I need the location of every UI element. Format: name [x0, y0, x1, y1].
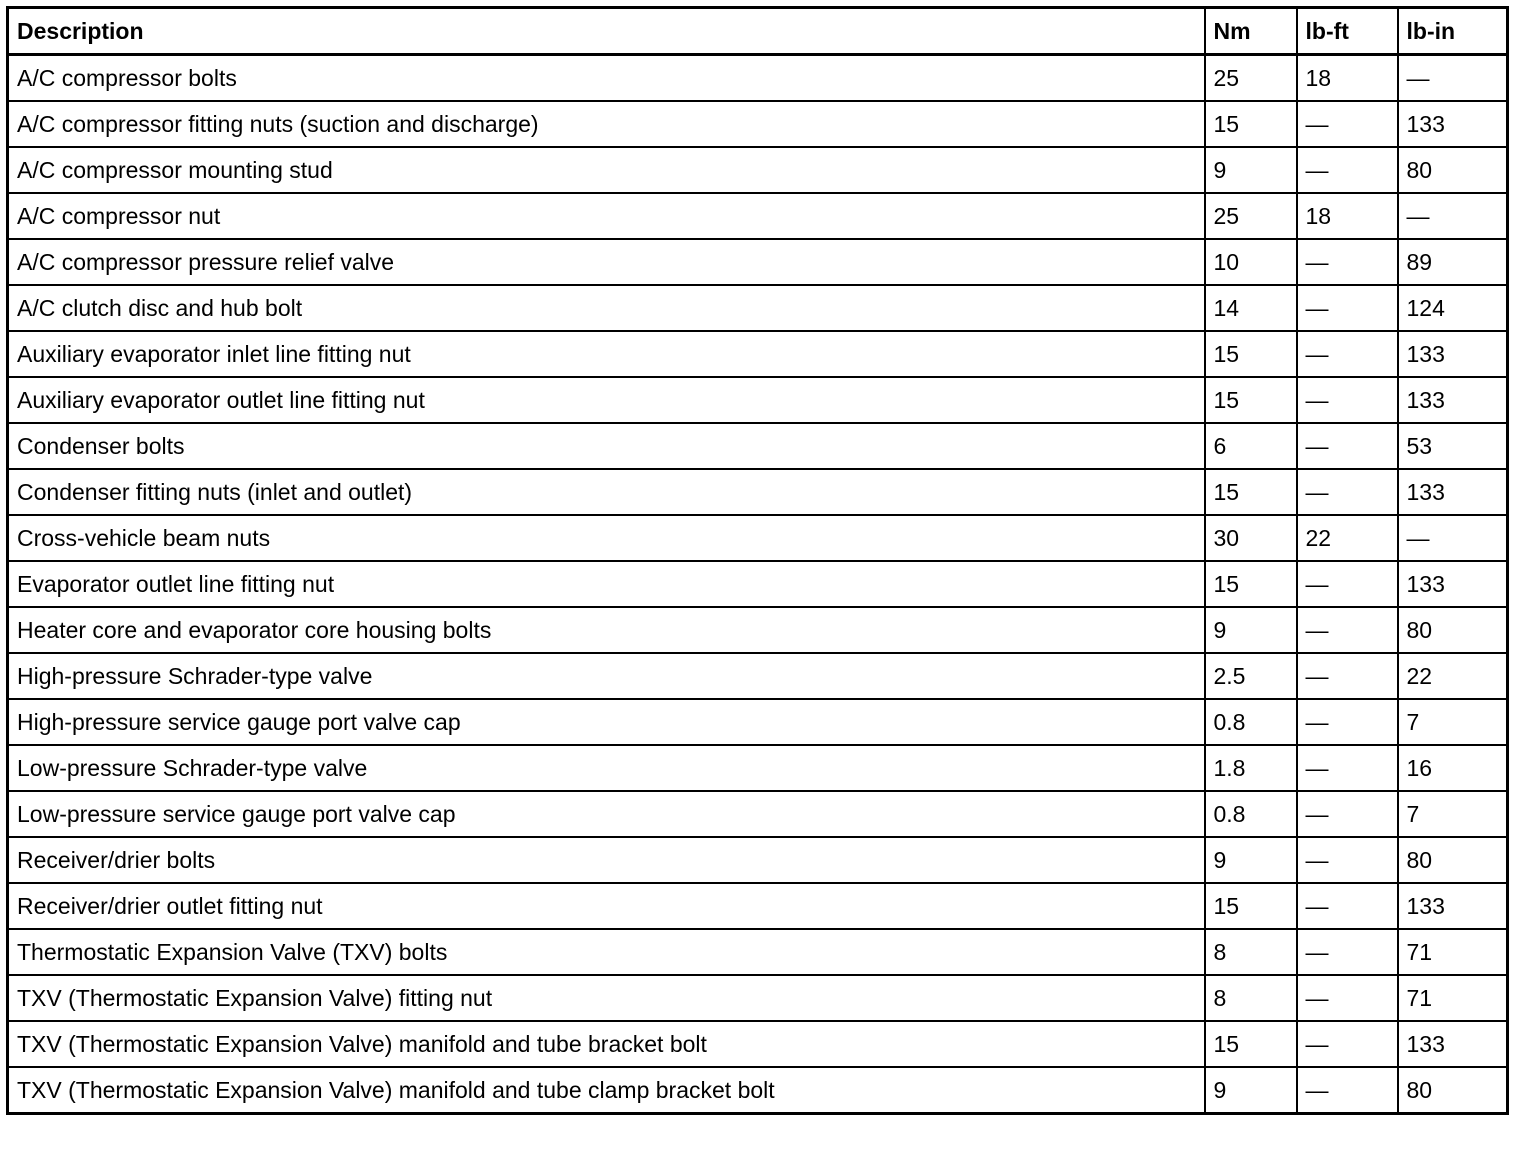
cell-lb-in: 16: [1398, 745, 1508, 791]
cell-lb-ft: 22: [1297, 515, 1398, 561]
cell-lb-ft: —: [1297, 699, 1398, 745]
cell-nm: 25: [1205, 193, 1297, 239]
cell-lb-in: 80: [1398, 147, 1508, 193]
cell-lb-in: 133: [1398, 561, 1508, 607]
cell-nm: 1.8: [1205, 745, 1297, 791]
cell-nm: 10: [1205, 239, 1297, 285]
cell-description: Low-pressure service gauge port valve cap: [8, 791, 1205, 837]
cell-lb-in: —: [1398, 193, 1508, 239]
table-row: [8, 607, 1508, 653]
table-row: [8, 745, 1508, 791]
cell-lb-in: 71: [1398, 975, 1508, 1021]
cell-description: Receiver/drier outlet fitting nut: [8, 883, 1205, 929]
cell-lb-ft: —: [1297, 653, 1398, 699]
cell-lb-ft: 18: [1297, 55, 1398, 102]
cell-lb-in: 133: [1398, 331, 1508, 377]
torque-spec-table: [6, 6, 1509, 1115]
cell-lb-in: 124: [1398, 285, 1508, 331]
table-row: [8, 1021, 1508, 1067]
cell-nm: 30: [1205, 515, 1297, 561]
cell-nm: 9: [1205, 1067, 1297, 1114]
cell-lb-in: —: [1398, 515, 1508, 561]
cell-lb-in: 133: [1398, 377, 1508, 423]
cell-nm: 15: [1205, 1021, 1297, 1067]
cell-description: Condenser fitting nuts (inlet and outlet): [8, 469, 1205, 515]
cell-description: Cross-vehicle beam nuts: [8, 515, 1205, 561]
cell-lb-ft: —: [1297, 1021, 1398, 1067]
cell-lb-in: 89: [1398, 239, 1508, 285]
header-lb-ft: lb-ft: [1297, 8, 1398, 55]
cell-description: High-pressure service gauge port valve cap: [8, 699, 1205, 745]
cell-nm: 0.8: [1205, 699, 1297, 745]
cell-lb-ft: —: [1297, 377, 1398, 423]
cell-description: Thermostatic Expansion Valve (TXV) bolts: [8, 929, 1205, 975]
cell-lb-ft: —: [1297, 423, 1398, 469]
cell-nm: 9: [1205, 607, 1297, 653]
cell-lb-ft: —: [1297, 975, 1398, 1021]
cell-nm: 15: [1205, 561, 1297, 607]
cell-lb-in: 53: [1398, 423, 1508, 469]
table-row: [8, 469, 1508, 515]
cell-description: High-pressure Schrader-type valve: [8, 653, 1205, 699]
cell-description: Low-pressure Schrader-type valve: [8, 745, 1205, 791]
cell-lb-ft: —: [1297, 883, 1398, 929]
cell-lb-in: —: [1398, 55, 1508, 102]
cell-nm: 9: [1205, 147, 1297, 193]
table-row: [8, 837, 1508, 883]
cell-lb-in: 7: [1398, 791, 1508, 837]
cell-lb-ft: —: [1297, 929, 1398, 975]
table-row: [8, 699, 1508, 745]
cell-lb-in: 80: [1398, 837, 1508, 883]
cell-description: TXV (Thermostatic Expansion Valve) fitting nut: [8, 975, 1205, 1021]
cell-lb-ft: —: [1297, 791, 1398, 837]
table-row: [8, 975, 1508, 1021]
cell-lb-ft: —: [1297, 331, 1398, 377]
cell-description: TXV (Thermostatic Expansion Valve) manifold and tube bracket bolt: [8, 1021, 1205, 1067]
cell-nm: 15: [1205, 101, 1297, 147]
cell-lb-ft: —: [1297, 469, 1398, 515]
cell-nm: 8: [1205, 929, 1297, 975]
cell-lb-in: 133: [1398, 883, 1508, 929]
table-row: [8, 791, 1508, 837]
cell-lb-in: 133: [1398, 469, 1508, 515]
table-row: [8, 101, 1508, 147]
header-lb-in: lb-in: [1398, 8, 1508, 55]
cell-lb-in: 22: [1398, 653, 1508, 699]
cell-nm: 15: [1205, 883, 1297, 929]
cell-lb-in: 71: [1398, 929, 1508, 975]
cell-lb-ft: —: [1297, 147, 1398, 193]
cell-description: A/C compressor fitting nuts (suction and discharge): [8, 101, 1205, 147]
cell-lb-ft: —: [1297, 101, 1398, 147]
cell-description: Auxiliary evaporator inlet line fitting nut: [8, 331, 1205, 377]
cell-nm: 14: [1205, 285, 1297, 331]
header-nm: Nm: [1205, 8, 1297, 55]
cell-lb-ft: 18: [1297, 193, 1398, 239]
cell-nm: 6: [1205, 423, 1297, 469]
cell-description: Receiver/drier bolts: [8, 837, 1205, 883]
table-row: [8, 1067, 1508, 1114]
cell-lb-ft: —: [1297, 745, 1398, 791]
cell-lb-in: 80: [1398, 607, 1508, 653]
table-row: [8, 377, 1508, 423]
cell-nm: 9: [1205, 837, 1297, 883]
table-row: [8, 653, 1508, 699]
cell-lb-in: 133: [1398, 1021, 1508, 1067]
cell-lb-ft: —: [1297, 607, 1398, 653]
cell-description: Condenser bolts: [8, 423, 1205, 469]
cell-description: A/C compressor mounting stud: [8, 147, 1205, 193]
header-row: [8, 8, 1508, 55]
cell-lb-in: 133: [1398, 101, 1508, 147]
cell-description: Evaporator outlet line fitting nut: [8, 561, 1205, 607]
cell-nm: 0.8: [1205, 791, 1297, 837]
cell-description: A/C compressor bolts: [8, 55, 1205, 102]
cell-nm: 15: [1205, 377, 1297, 423]
cell-description: TXV (Thermostatic Expansion Valve) manifold and tube clamp bracket bolt: [8, 1067, 1205, 1114]
cell-nm: 8: [1205, 975, 1297, 1021]
table-row: [8, 331, 1508, 377]
table-row: [8, 515, 1508, 561]
table-row: [8, 239, 1508, 285]
cell-lb-ft: —: [1297, 285, 1398, 331]
table-row: [8, 561, 1508, 607]
table-row: [8, 285, 1508, 331]
cell-lb-ft: —: [1297, 837, 1398, 883]
table-row: [8, 883, 1508, 929]
cell-lb-in: 80: [1398, 1067, 1508, 1114]
cell-lb-in: 7: [1398, 699, 1508, 745]
cell-description: A/C compressor nut: [8, 193, 1205, 239]
cell-lb-ft: —: [1297, 1067, 1398, 1114]
cell-nm: 25: [1205, 55, 1297, 102]
table-row: [8, 423, 1508, 469]
cell-lb-ft: —: [1297, 239, 1398, 285]
cell-description: A/C compressor pressure relief valve: [8, 239, 1205, 285]
table-row: [8, 147, 1508, 193]
cell-description: A/C clutch disc and hub bolt: [8, 285, 1205, 331]
cell-nm: 15: [1205, 331, 1297, 377]
table-row: [8, 193, 1508, 239]
cell-description: Auxiliary evaporator outlet line fitting nut: [8, 377, 1205, 423]
header-description: Description: [8, 8, 1205, 55]
cell-lb-ft: —: [1297, 561, 1398, 607]
cell-nm: 2.5: [1205, 653, 1297, 699]
table-row: [8, 929, 1508, 975]
table-row: [8, 55, 1508, 102]
cell-nm: 15: [1205, 469, 1297, 515]
cell-description: Heater core and evaporator core housing bolts: [8, 607, 1205, 653]
